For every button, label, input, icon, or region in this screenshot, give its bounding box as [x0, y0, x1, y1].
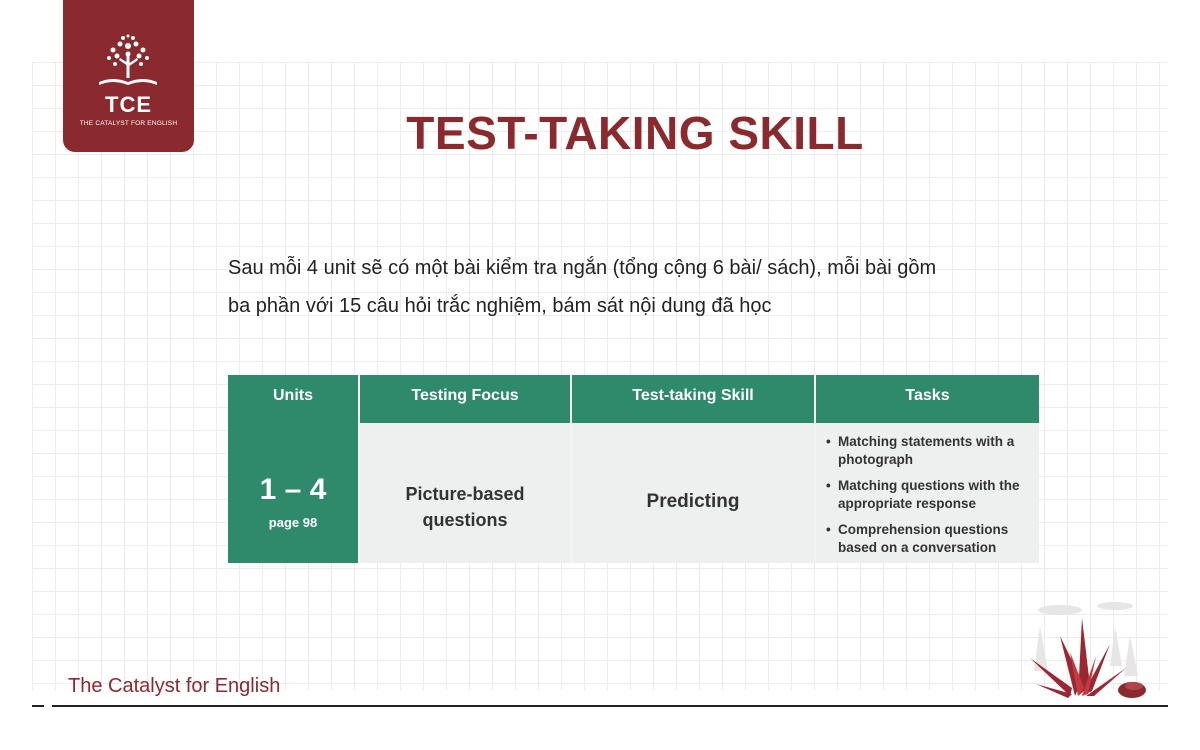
testing-focus-cell [360, 481, 570, 533]
task-item-line: based on a conversation [838, 540, 997, 555]
logo-name: TCE [105, 92, 152, 117]
table-header [228, 375, 1039, 423]
header-units: Units [273, 387, 313, 404]
task-item-line: appropriate response [838, 496, 977, 511]
units-page: page 98 [268, 515, 318, 530]
units-cell [228, 423, 358, 563]
task-item-line: • Comprehension questions [838, 522, 1009, 537]
footer-brand-text: The Catalyst for English [68, 675, 281, 697]
footer-dash [32, 705, 44, 707]
testing-focus-line-2: questions [422, 510, 508, 530]
task-item-line: photograph [838, 452, 913, 467]
logo-tagline: THE CATALYST FOR ENGLISH [79, 120, 178, 127]
column-divider [570, 375, 572, 563]
task-item [826, 521, 1038, 557]
header-test-taking-skill: Test-taking Skill [632, 387, 754, 404]
page-title: TEST-TAKING SKILL [406, 107, 864, 159]
intro-line-2: ba phần với 15 câu hỏi trắc nghiệm, bám sát nội dung đã học [228, 295, 772, 317]
intro-paragraph [228, 249, 1058, 325]
task-item-line: • Matching questions with the [838, 478, 1020, 493]
footer-line [52, 705, 1168, 707]
skill-cell: Predicting [646, 491, 740, 512]
column-divider [358, 375, 360, 563]
column-divider [814, 375, 816, 563]
units-range: 1 – 4 [259, 473, 327, 506]
intro-line-1: Sau mỗi 4 unit sẽ có một bài kiểm tra ngắn (tổng cộng 6 bài/ sách), mỗi bài gồm [228, 257, 937, 279]
header-tasks: Tasks [905, 387, 950, 404]
testing-focus-line-1: Picture-based [405, 484, 525, 504]
header-testing-focus: Testing Focus [411, 387, 519, 404]
task-item [826, 433, 1038, 469]
logo [63, 0, 194, 152]
succulent-plant-icon [1020, 596, 1150, 706]
tasks-list [826, 433, 1038, 563]
tree-book-icon [93, 34, 163, 92]
task-item-line: • Matching statements with a [838, 434, 1015, 449]
task-item [826, 477, 1038, 513]
test-skill-table [228, 375, 1039, 563]
